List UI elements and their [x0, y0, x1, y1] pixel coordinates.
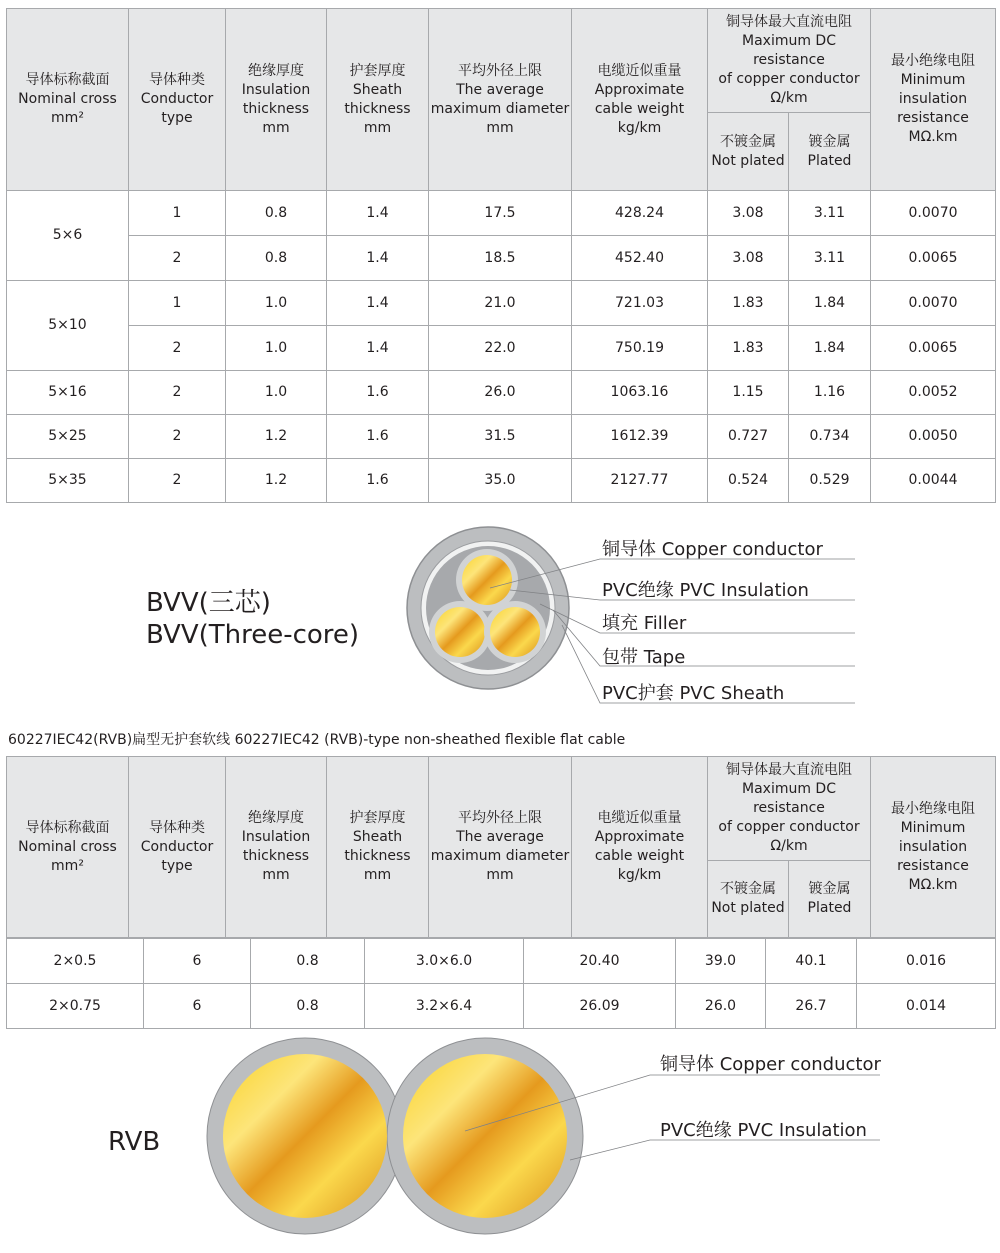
- cell-size: 5×25: [7, 415, 129, 459]
- cell-diam: 18.5: [429, 236, 572, 281]
- cell-weight: 26.09: [524, 984, 676, 1029]
- header-insulation: 绝缘厚度 Insulation thickness mm: [226, 757, 327, 938]
- bvv-title-en: BVV(Three-core): [146, 620, 360, 650]
- cell-diam: 35.0: [429, 459, 572, 503]
- cell-plated: 40.1: [766, 939, 857, 984]
- cell-weight: 1612.39: [572, 415, 708, 459]
- header-diameter: 平均外径上限 The average maximum diameter mm: [429, 9, 572, 191]
- label-copper-conductor: 铜导体 Copper conductor: [602, 539, 823, 560]
- cell-ins-res: 0.0050: [871, 415, 996, 459]
- copper-conductor-core: [435, 607, 485, 657]
- label-pvc-sheath: PVC护套 PVC Sheath: [602, 683, 785, 704]
- rvb-title: RVB: [108, 1127, 161, 1157]
- leader-line: [570, 1140, 880, 1160]
- cell-diam: 3.0×6.0: [365, 939, 524, 984]
- cell-sheath: 1.4: [327, 236, 429, 281]
- cell-sheath: 1.6: [327, 371, 429, 415]
- cell-type: 6: [144, 984, 251, 1029]
- cell-diam: 26.0: [429, 371, 572, 415]
- copper-conductor: [403, 1054, 567, 1218]
- cell-insul: 1.2: [226, 415, 327, 459]
- cell-type: 2: [129, 326, 226, 371]
- cell-ins-res: 0.0065: [871, 326, 996, 371]
- cell-not-plated: 0.727: [708, 415, 789, 459]
- cell-not-plated: 3.08: [708, 236, 789, 281]
- bvv-cross-section: [407, 527, 569, 689]
- header-resistance: 铜导体最大直流电阻 Maximum DC resistance of copper conductor Ω/km: [708, 9, 871, 113]
- header-not-plated: 不镀金属 Not plated: [708, 861, 789, 938]
- cell-not-plated: 1.15: [708, 371, 789, 415]
- cell-weight: 721.03: [572, 281, 708, 326]
- cell-type: 2: [129, 236, 226, 281]
- cell-size: 5×16: [7, 371, 129, 415]
- cell-not-plated: 26.0: [676, 984, 766, 1029]
- cell-plated: 3.11: [789, 236, 871, 281]
- cell-plated: 1.16: [789, 371, 871, 415]
- cell-ins-res: 0.014: [857, 984, 996, 1029]
- cell-ins-res: 0.016: [857, 939, 996, 984]
- cell-plated: 0.529: [789, 459, 871, 503]
- cell-size: 2×0.75: [7, 984, 144, 1029]
- header-not-plated: 不镀金属 Not plated: [708, 113, 789, 191]
- header-plated: 镀金属 Plated: [789, 113, 871, 191]
- cell-type: 6: [144, 939, 251, 984]
- cell-not-plated: 3.08: [708, 191, 789, 236]
- header-insulation-resistance: 最小绝缘电阻 Minimum insulation resistance MΩ.km: [871, 757, 996, 938]
- copper-conductor-core: [490, 607, 540, 657]
- cell-diam: 3.2×6.4: [365, 984, 524, 1029]
- header-type: 导体种类 Conductor type: [129, 9, 226, 191]
- cell-ins-res: 0.0065: [871, 236, 996, 281]
- cell-weight: 428.24: [572, 191, 708, 236]
- cell-insul: 1.0: [226, 371, 327, 415]
- cell-size: 5×35: [7, 459, 129, 503]
- header-weight: 电缆近似重量 Approximate cable weight kg/km: [572, 9, 708, 191]
- leader-line: [540, 604, 855, 633]
- cell-not-plated: 0.524: [708, 459, 789, 503]
- cell-weight: 1063.16: [572, 371, 708, 415]
- label-tape: 包带 Tape: [602, 647, 686, 668]
- cell-sheath: 1.6: [327, 415, 429, 459]
- cell-ins-res: 0.0052: [871, 371, 996, 415]
- cell-ins-res: 0.0070: [871, 191, 996, 236]
- cell-weight: 20.40: [524, 939, 676, 984]
- header-sheath: 护套厚度 Sheath thickness mm: [327, 9, 429, 191]
- spec-table-rvb-header: [6, 756, 996, 938]
- header-insulation-resistance: 最小绝缘电阻 Minimum insulation resistance MΩ.km: [871, 9, 996, 191]
- cell-type: 1: [129, 281, 226, 326]
- cell-weight: 452.40: [572, 236, 708, 281]
- label-pvc-insulation: PVC绝缘 PVC Insulation: [660, 1120, 867, 1141]
- leader-line: [553, 610, 855, 666]
- cell-insul: 0.8: [226, 191, 327, 236]
- cell-sheath: 1.6: [327, 459, 429, 503]
- cell-not-plated: 39.0: [676, 939, 766, 984]
- cell-size: 2×0.5: [7, 939, 144, 984]
- header-plated: 镀金属 Plated: [789, 861, 871, 938]
- header-size: 导体标称截面 Nominal cross mm²: [7, 9, 129, 191]
- header-diameter: 平均外径上限 The average maximum diameter mm: [429, 757, 572, 938]
- header-insulation: 绝缘厚度 Insulation thickness mm: [226, 9, 327, 191]
- cell-diam: 31.5: [429, 415, 572, 459]
- bvv-title-cn: BVV(三芯): [146, 588, 271, 618]
- header-size: 导体标称截面 Nominal cross mm²: [7, 757, 129, 938]
- cell-insul: 1.2: [226, 459, 327, 503]
- cell-sheath: 1.4: [327, 281, 429, 326]
- copper-conductor: [223, 1054, 387, 1218]
- cell-insul: 0.8: [251, 939, 365, 984]
- cell-insul: 0.8: [251, 984, 365, 1029]
- cell-ins-res: 0.0070: [871, 281, 996, 326]
- header-weight: 电缆近似重量 Approximate cable weight kg/km: [572, 757, 708, 938]
- cell-insul: 1.0: [226, 326, 327, 371]
- cell-plated: 0.734: [789, 415, 871, 459]
- cell-insul: 0.8: [226, 236, 327, 281]
- label-filler: 填充 Filler: [602, 613, 687, 634]
- cell-sheath: 1.4: [327, 191, 429, 236]
- cell-diam: 22.0: [429, 326, 572, 371]
- cell-type: 2: [129, 371, 226, 415]
- label-pvc-insulation: PVC绝缘 PVC Insulation: [602, 580, 809, 601]
- cell-size: 5×6: [7, 191, 129, 281]
- cell-plated: 26.7: [766, 984, 857, 1029]
- cell-sheath: 1.4: [327, 326, 429, 371]
- rvb-cross-section: [207, 1038, 583, 1234]
- header-type: 导体种类 Conductor type: [129, 757, 226, 938]
- header-resistance: 铜导体最大直流电阻 Maximum DC resistance of copper conductor Ω/km: [708, 757, 871, 861]
- cell-diam: 17.5: [429, 191, 572, 236]
- table-row: [7, 939, 996, 984]
- cell-not-plated: 1.83: [708, 281, 789, 326]
- cell-insul: 1.0: [226, 281, 327, 326]
- spec-table-rvb-body: [6, 938, 996, 1029]
- cell-weight: 2127.77: [572, 459, 708, 503]
- cell-plated: 3.11: [789, 191, 871, 236]
- cell-weight: 750.19: [572, 326, 708, 371]
- cell-type: 1: [129, 191, 226, 236]
- label-copper-conductor: 铜导体 Copper conductor: [660, 1054, 881, 1075]
- cell-type: 2: [129, 459, 226, 503]
- copper-conductor-core: [462, 555, 512, 605]
- cell-ins-res: 0.0044: [871, 459, 996, 503]
- cell-plated: 1.84: [789, 326, 871, 371]
- cell-plated: 1.84: [789, 281, 871, 326]
- table-row: [7, 984, 996, 1029]
- cell-size: 5×10: [7, 281, 129, 371]
- cell-type: 2: [129, 415, 226, 459]
- cell-diam: 21.0: [429, 281, 572, 326]
- rvb-caption: 60227IEC42(RVB)扁型无护套软线 60227IEC42 (RVB)-type non-sheathed flexible flat cable: [8, 732, 626, 748]
- cell-not-plated: 1.83: [708, 326, 789, 371]
- header-sheath: 护套厚度 Sheath thickness mm: [327, 757, 429, 938]
